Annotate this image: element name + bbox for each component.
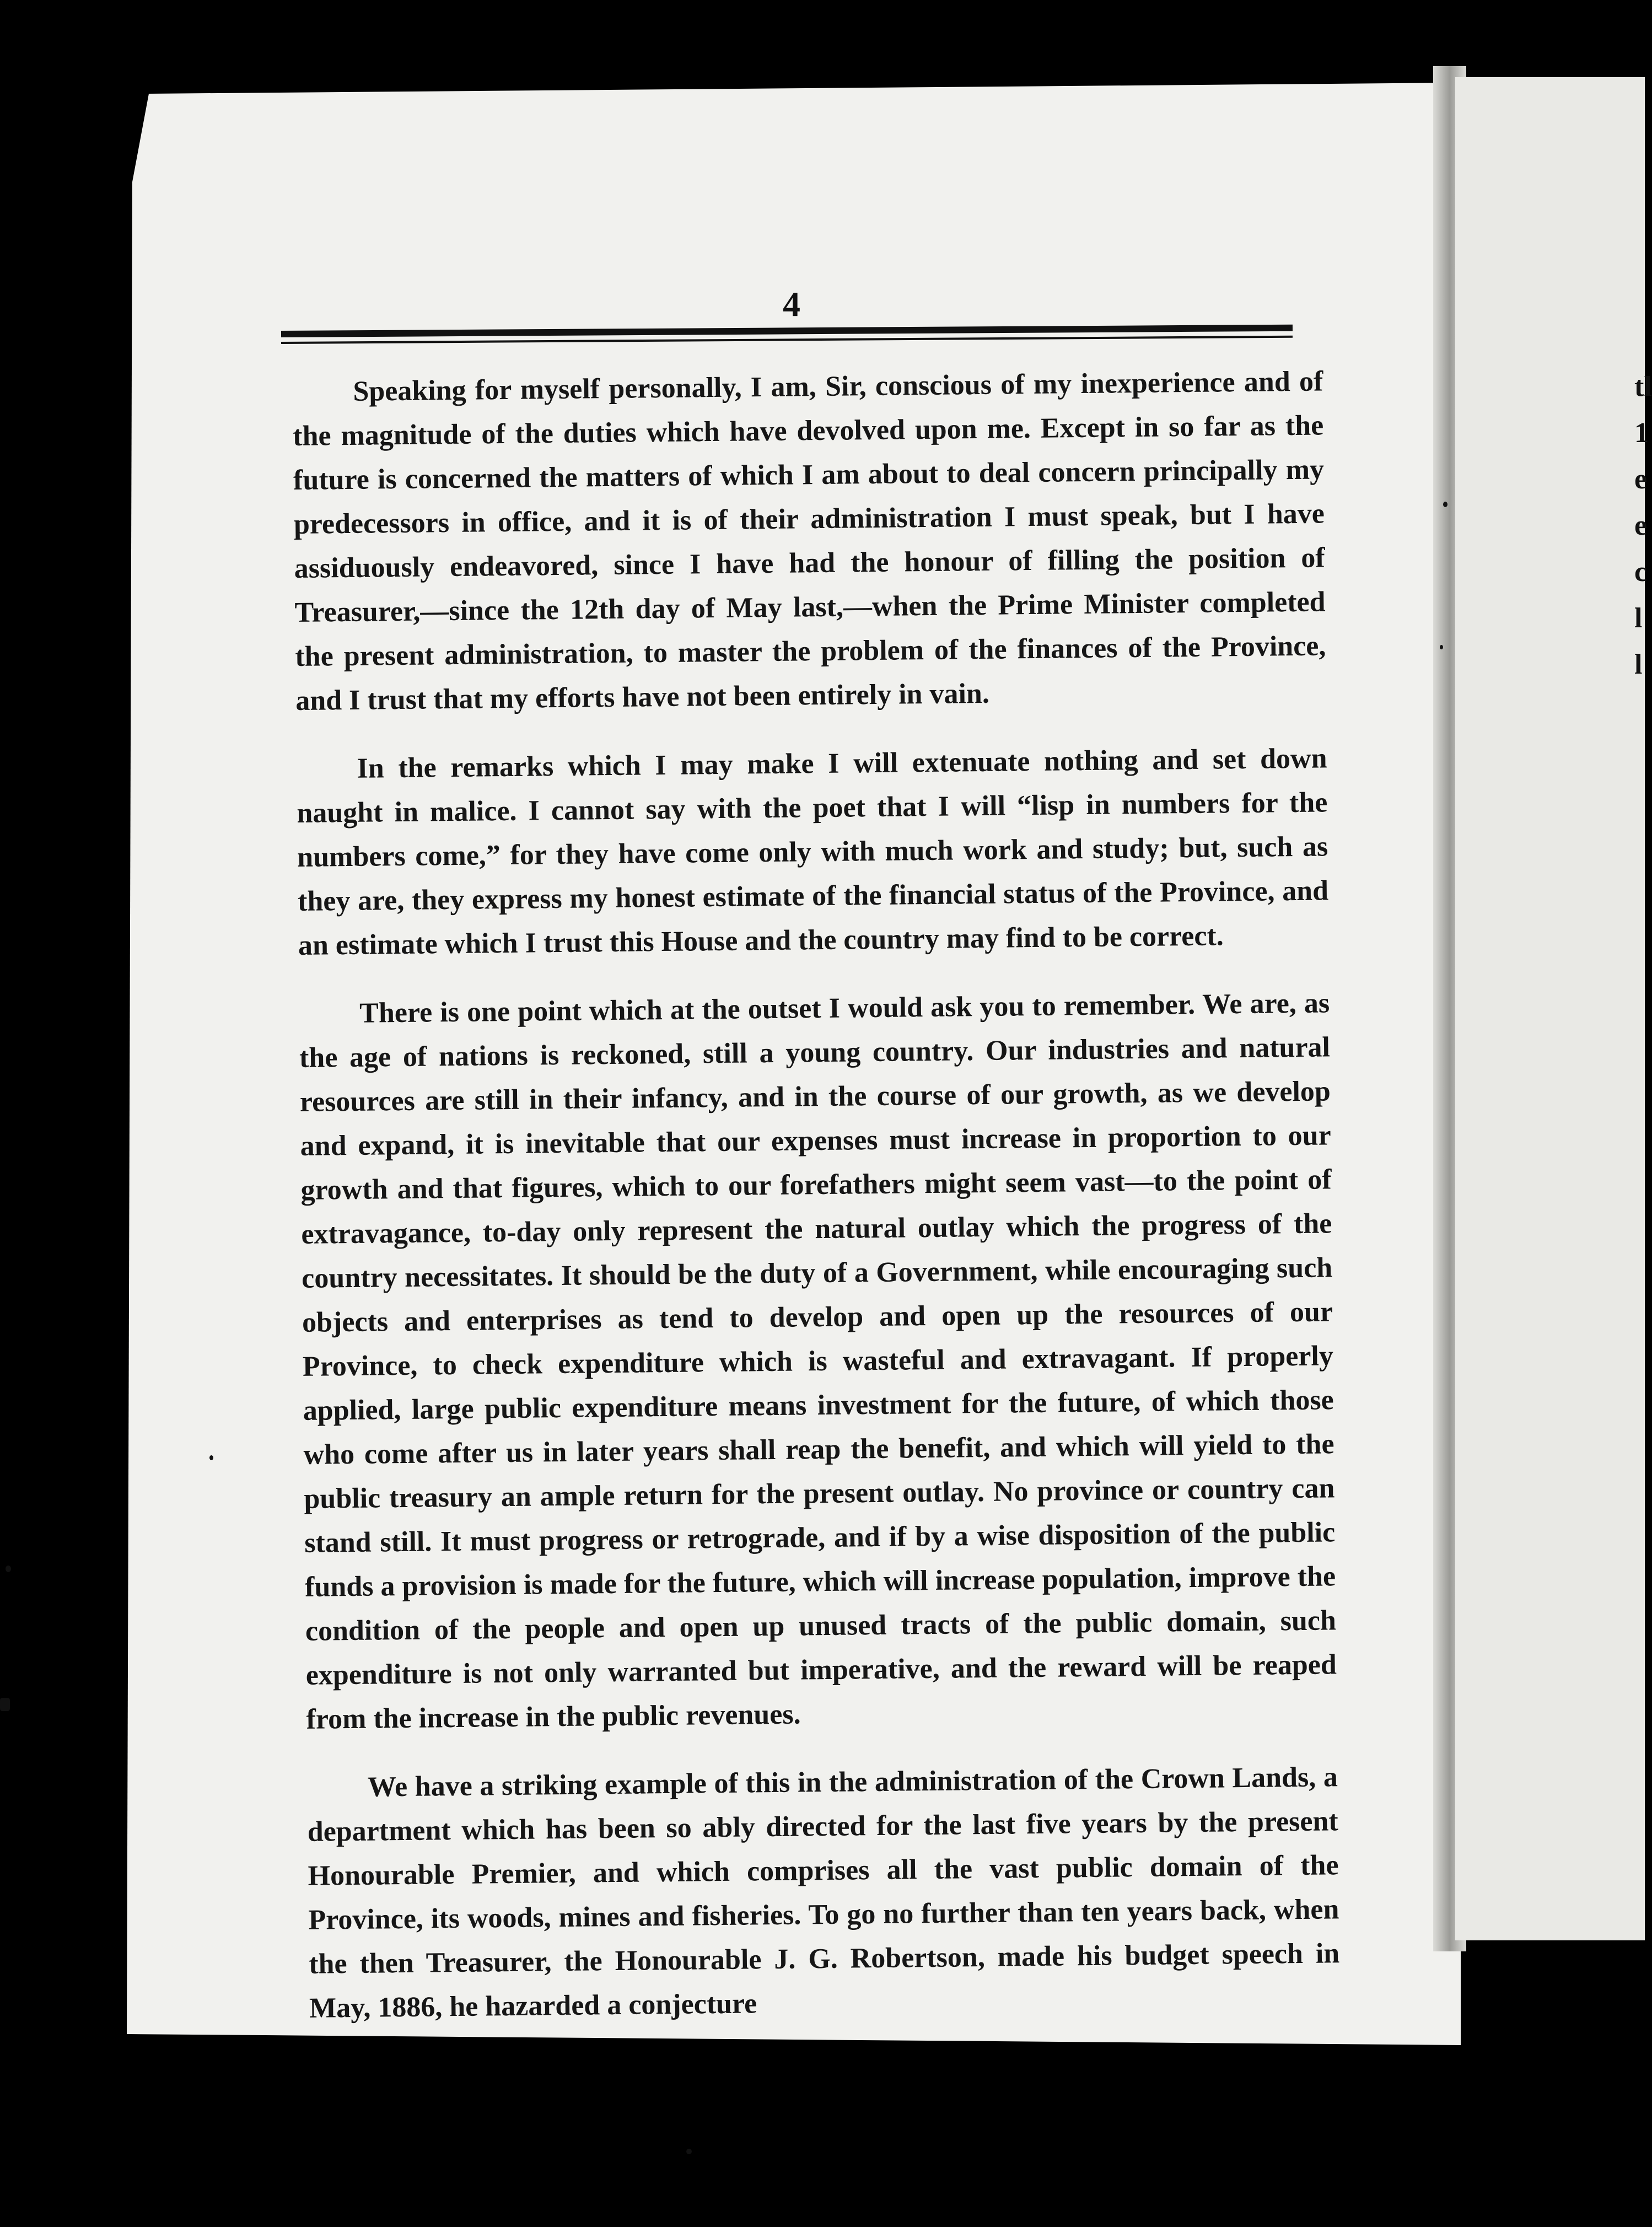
- paragraph: We have a striking example of this in the administration of the Crown Lands, a department which has been so ably directed for the last five years by the present Honourable Premier, and which comprises all the vast public domain of the Province, its woods, mines and fisheries. To go no further than ten years back, when the then Treasurer, the Honourable J. G. Robertson, made his budget speech in May, 1886, he hazarded a conjecture: [307, 1761, 1340, 2024]
- facing-fragment: l: [1634, 603, 1643, 634]
- paragraph: In the remarks which I may make I will extenuate nothing and set down naught in malice. I cannot say with the poet that I will “lisp in numbers for the numbers come,” for they have come only with much work and study; but, such as they are, they express my honest estimate of the financial status of the Province, and an estimate which I trust this House and the country may find to be correct.: [297, 743, 1329, 961]
- scan-speck: [686, 2149, 692, 2154]
- paragraph: There is one point which at the outset I would ask you to remember. We are, as the age of nations is reckoned, still a young country. Our industries and natural resources are still in their infancy, and in the course of our growth, as we develop and expand, it is inevitable that our expenses must increase in proportion to our growth and that figures, which to our forefathers might seem vast—to the point of extravagance, to-day only represent the natural outlay which the progress of the country necessitates. It should be the duty of a Government, while encouraging such objects and enterprises as tend to develop and open up the resources of our Province, to check expenditure which is wasteful and extravagant. If properly applied, large public expenditure means investment for the future, of which those who come after us in later years shall reap the benefit, and which will yield to the public treasury an ample return for the present outlay. No province or country can stand still. It must progress or retrograde, and if by a wise disposition of the public funds a provision is made for the future, which will increase population, improve the condition of the people and open up unused tracts of the public domain, such expenditure is not only warranted but imperative, and the reward will be reaped from the increase in the public revenues.: [299, 987, 1337, 1735]
- facing-fragment: c: [1634, 556, 1648, 588]
- facing-fragment: l: [1634, 649, 1643, 680]
- scan-speck: [1443, 502, 1447, 507]
- facing-fragment: e: [1634, 510, 1648, 541]
- page-number: 4: [783, 284, 800, 324]
- facing-page: [1455, 77, 1645, 1940]
- scan-speck: [6, 1566, 11, 1572]
- facing-fragment: tl: [1634, 371, 1652, 402]
- facing-fragment: 1: [1634, 417, 1649, 449]
- scan-speck: [209, 1455, 213, 1460]
- paragraph: Speaking for myself personally, I am, Sir, conscious of my inexperience and of the magnitude of the duties which have devolved upon me. Except in so far as the future is concerned the matters of which I am about to deal concern principally my predecessors in office, and it is of their administration I must speak, but I have assiduously endeavored, since I have had the honour of filling the position of Treasurer,—since the 12th day of May last,—when the Prime Minister completed the present administration, to master the problem of the finances of the Province, and I trust that my efforts have not been entirely in vain.: [292, 365, 1326, 717]
- scan-speck: [0, 1698, 10, 1711]
- scan-speck: [1440, 645, 1443, 649]
- facing-fragment: e: [1634, 464, 1648, 495]
- facing-page-text-fragments: [1634, 364, 1652, 688]
- body-text: [292, 359, 1341, 2054]
